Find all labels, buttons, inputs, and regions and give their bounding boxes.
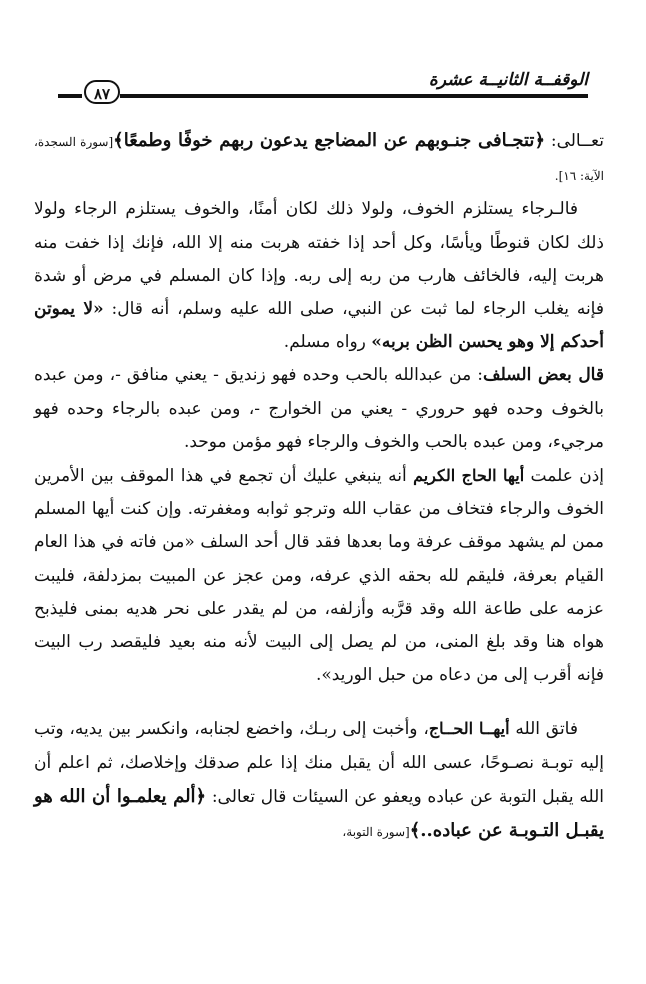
paragraph-text: : من عبدالله بالحب وحده فهو زنديق - يعني منافق -، ومن عبده بالخوف وحده فهو حروري - يعني من الخوارج -، ومن عبده بالرجاء وحده فهو مرجيء، ومن عبده بالحب والخوف والرجاء فهو مؤمن موحد. xyxy=(34,365,604,452)
paragraph-repentance xyxy=(34,712,604,849)
quran-verse: ﴿ألم يعلمـوا أن الله هو يقبـل التـوبـة عن عباده..﴾ xyxy=(34,785,604,842)
paragraph-pilgrim xyxy=(34,459,604,692)
pilgrim-address: أيها الحاج الكريم xyxy=(413,466,525,486)
verse-reference: [سورة السجدة، الآية: ١٦]. xyxy=(34,135,604,184)
body-text xyxy=(34,124,604,849)
page-header xyxy=(58,70,588,106)
paragraph-text: أنه ينبغي عليك أن تجمع في هذا الموقف بين الأمرين الخوف والرجاء فتخاف من عقاب الله وترجو ثوابه ومغفرته. وإن كنت أيها المسلم ممن لم يشهد موقف عرفة وما بعدها فقد قال أحد السلف «من فاته في هذا العام القيام بعرفة، فليقم لله بحقه الذي عرفه، ومن عجز عن المبيت بمزدلفة، فليبت عزمه على طاعة الله وقد قرَّبه وأزلفه، من لم يقدر على نحر هديه بمنى فليذبح هواه هنا وقد بلغ المنى، من لم يصل إلى البيت لأنه منه بعيد فليقصد رب البيت فإنه أقرب إلى من دعاه من حبل الوريد». xyxy=(34,466,604,686)
intro-label: تعــالى: xyxy=(545,131,604,151)
quran-verse: ﴿تتجـافى جنـوبهم عن المضاجع يدعون ربهم خوفًا وطمعًا﴾ xyxy=(113,130,545,151)
paragraph-hope-fear xyxy=(34,193,604,359)
verse-reference: [سورة التوبة، xyxy=(342,825,410,840)
page-number: ٨٧ xyxy=(84,80,120,104)
paragraph-pre: فاتق الله xyxy=(509,719,578,740)
salaf-label: قال بعض السلف xyxy=(483,365,604,386)
paragraph-salaf xyxy=(34,359,604,459)
paragraph-text: فالـرجاء يستلزم الخوف، ولولا ذلك لكان أمنًا، والخوف يستلزم الرجاء ولولا ذلك لكان قنوطًا ويأسًا، وكل أحد إذا خفته هربت منه إلا الله، فإنك إذا خفت منه هربت إليه، فالخائف هارب من ربه إلى ربه. وإذا كان المسلم في مرض أو شدة فإنه يغلب الرجاء لما ثبت عن النبي، صلى الله عليه وسلم، أنه قال: xyxy=(34,199,604,320)
running-title: الوقفــة الثانيــة عشرة xyxy=(428,70,588,90)
header-rule xyxy=(120,94,588,98)
paragraph-gap xyxy=(34,692,604,712)
intro-paragraph xyxy=(34,124,604,193)
paragraph-text: ، وأخبت إلى ربـك، واخضع لجنابه، وانكسر بين يديه، وتب إليه توبـة نصـوحًا، عسى الله أن يقبل منك إذا علم صدقك وإخلاصك، ثم اعلم أن الله يقبل التوبة عن عباده ويعفو عن السيئات قال تعالى: xyxy=(34,719,604,807)
pilgrim-address: أيهــا الحــاج xyxy=(428,719,510,739)
header-rule-left xyxy=(58,94,82,98)
paragraph-tail: رواه مسلم. xyxy=(283,332,372,353)
paragraph-pre: إذن علمت xyxy=(524,466,604,487)
hadith-quote: «لا يموتن أحدكم إلا وهو يحسن الظن بربه» xyxy=(34,299,604,353)
